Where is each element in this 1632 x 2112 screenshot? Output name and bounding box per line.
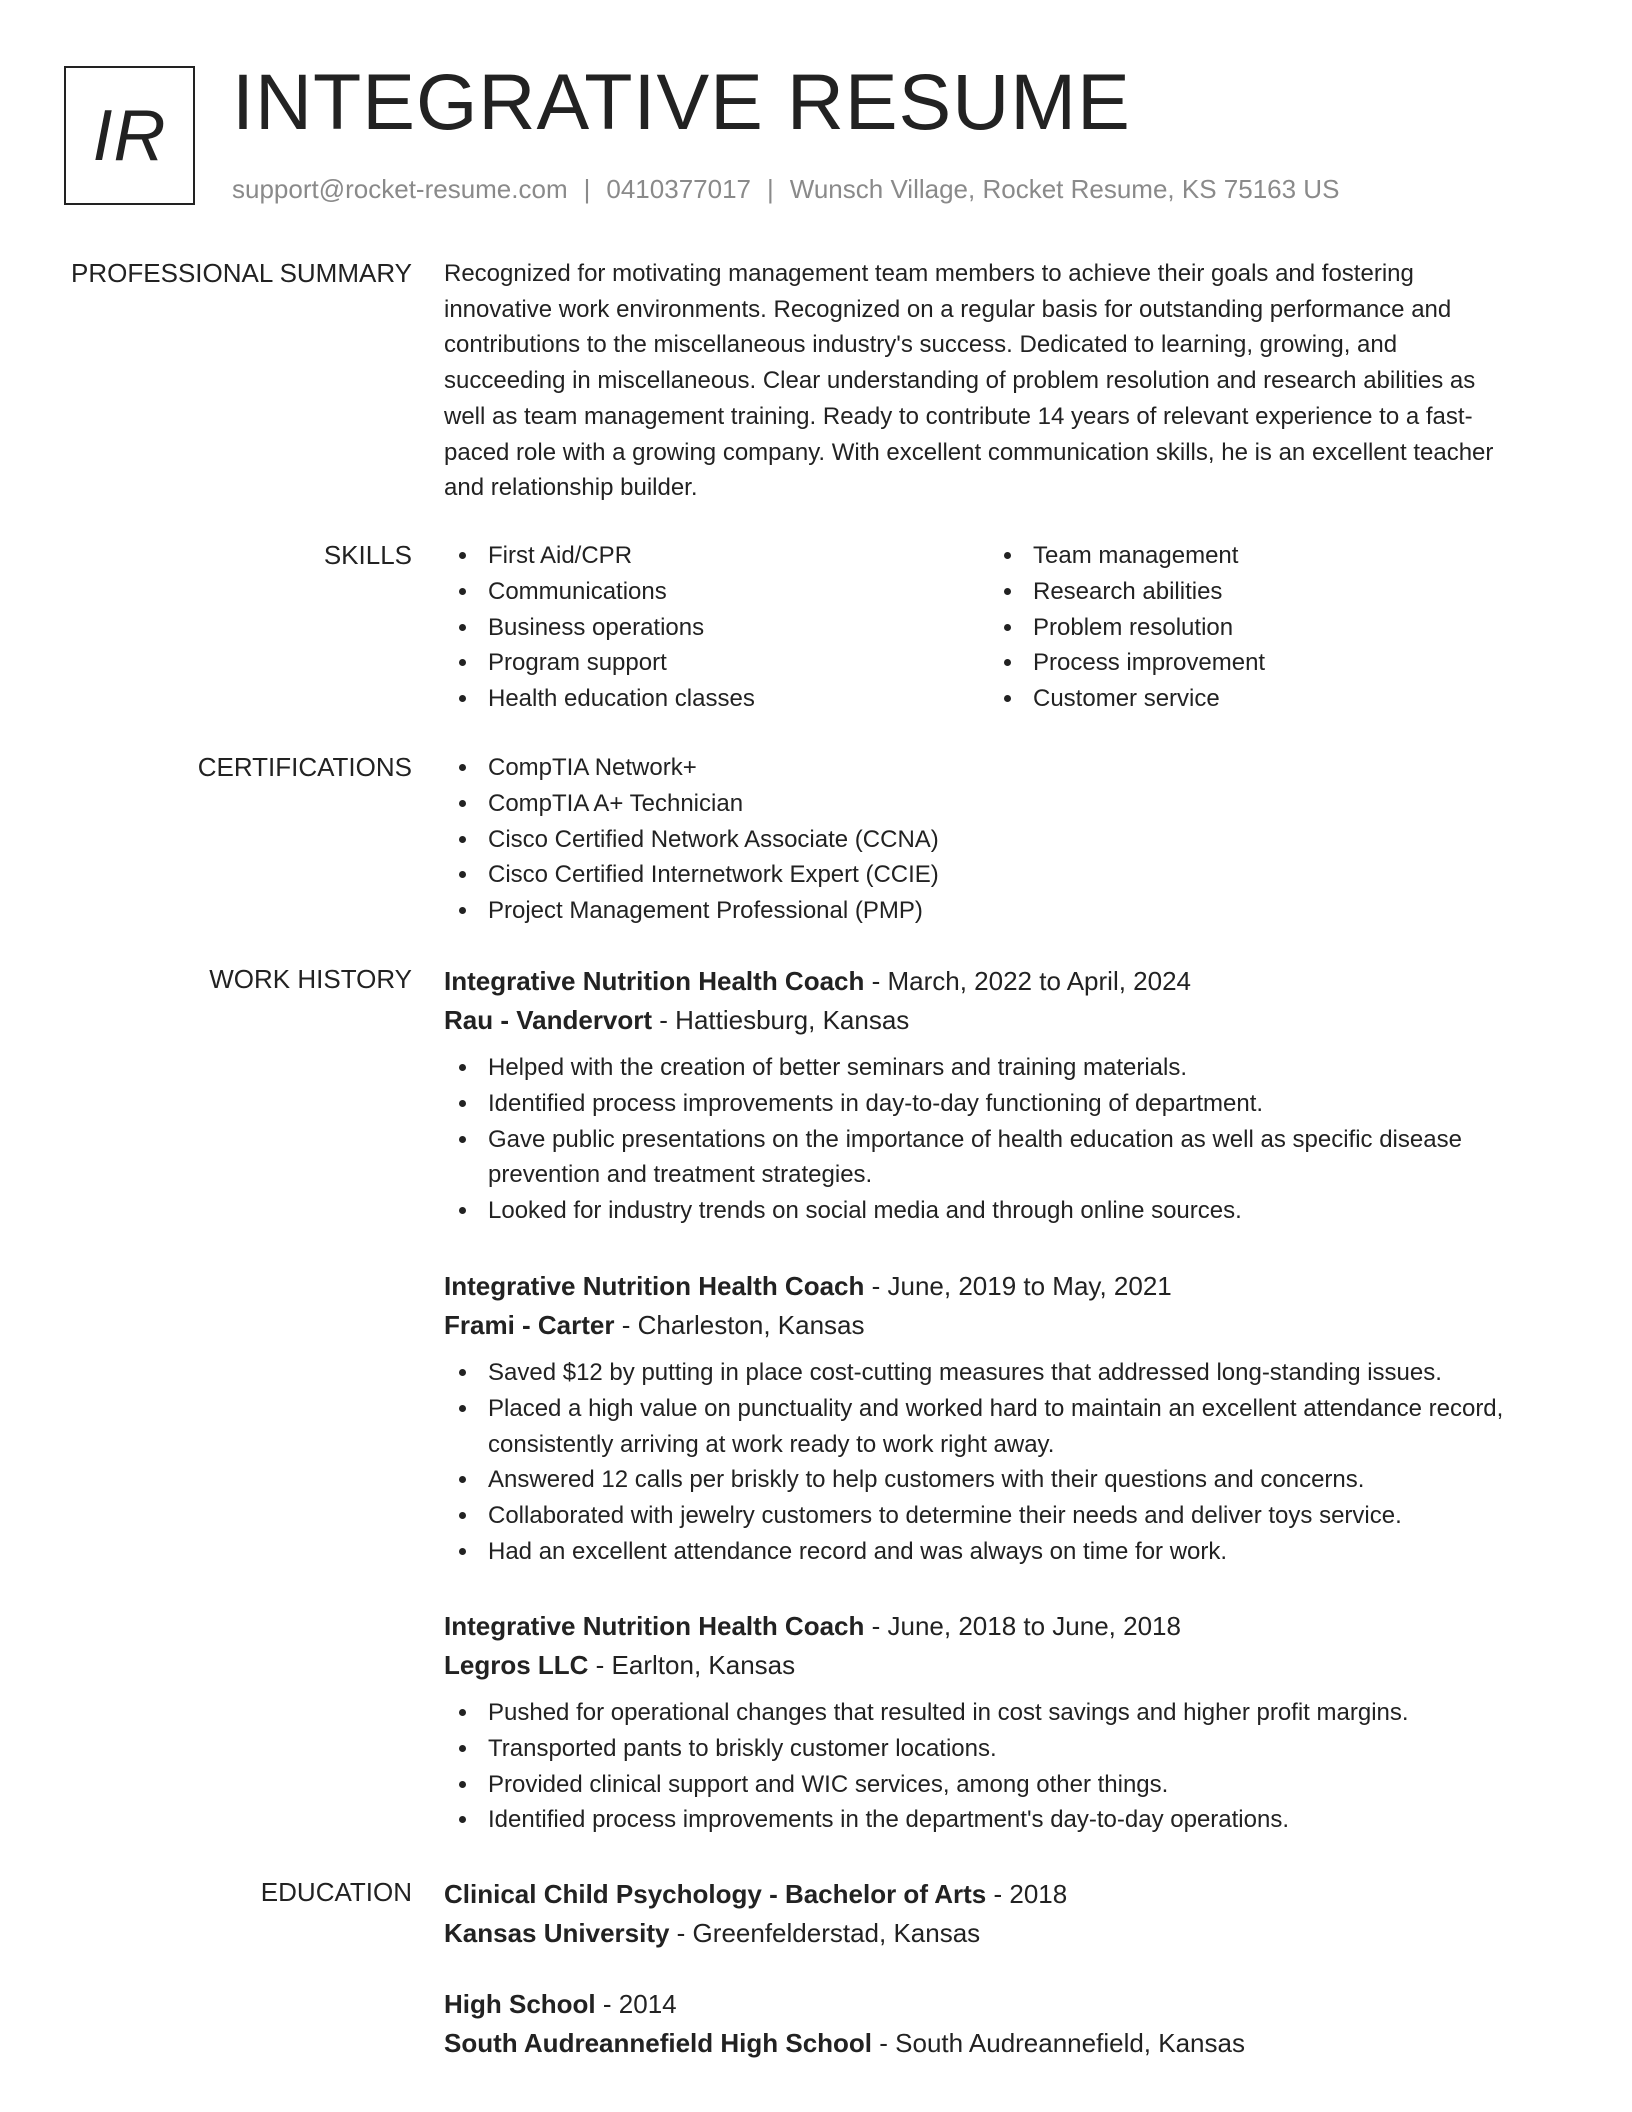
job-location: - Hattiesburg, Kansas: [652, 1005, 910, 1035]
contact-phone[interactable]: 0410377017: [606, 174, 751, 204]
monogram-logo: IR: [64, 66, 195, 205]
contact-separator: |: [583, 174, 591, 204]
job-dates: - March, 2022 to April, 2024: [864, 966, 1192, 996]
education-school: South Audreannefield High School: [444, 2028, 873, 2058]
job-bullet: Answered 12 calls per briskly to help customers with their questions and concerns.: [444, 1462, 1534, 1498]
job-title-line: [444, 962, 1534, 1001]
skill-item: Research abilities: [989, 574, 1534, 610]
job-company: Rau - Vandervort: [444, 1005, 653, 1035]
job-bullet: Saved $12 by putting in place cost-cutting measures that addressed long-standing issues.: [444, 1355, 1534, 1391]
certification-item: CompTIA A+ Technician: [444, 786, 1534, 822]
job-bullet: Had an excellent attendance record and was always on time for work.: [444, 1534, 1534, 1570]
education-degree: Clinical Child Psychology - Bachelor of Arts: [444, 1879, 987, 1909]
education-school-line: [444, 2024, 1534, 2063]
contact-separator: |: [767, 174, 774, 204]
job-bullet: Identified process improvements in the department's day-to-day operations.: [444, 1802, 1534, 1838]
education-school: Kansas University: [444, 1918, 670, 1948]
job-role: Integrative Nutrition Health Coach: [444, 1611, 865, 1641]
certification-item: Cisco Certified Network Associate (CCNA): [444, 822, 1534, 858]
summary-text: [444, 256, 1534, 506]
summary-title: PROFESSIONAL SUMMARY: [71, 258, 412, 288]
skill-item: Health education classes: [444, 681, 989, 717]
job-bullet: Collaborated with jewelry customers to determine their needs and deliver toys service.: [444, 1498, 1534, 1534]
skill-item: Problem resolution: [989, 610, 1534, 646]
education-school-line: [444, 1914, 1534, 1953]
skills-column-right: [989, 538, 1534, 717]
job-bullet: Placed a high value on punctuality and worked hard to maintain an excellent attendance record, consistently arriving at work ready to work right away.: [444, 1391, 1534, 1463]
education-degree: High School: [444, 1989, 596, 2019]
education-year: - 2014: [595, 1989, 677, 2019]
job-company-line: [444, 1646, 1534, 1685]
job-company: Frami - Carter: [444, 1310, 615, 1340]
work-history-title: WORK HISTORY: [209, 964, 412, 994]
skills-column-left: [444, 538, 989, 717]
contact-email[interactable]: support@rocket-resume.com: [232, 174, 568, 204]
contact-line: [232, 174, 1339, 205]
skill-item: Customer service: [989, 681, 1534, 717]
job-bullet: Pushed for operational changes that resulted in cost savings and higher profit margins.: [444, 1695, 1534, 1731]
skills-list: [444, 538, 1534, 717]
job-bullet: Helped with the creation of better seminars and training materials.: [444, 1050, 1534, 1086]
skill-item: Business operations: [444, 610, 989, 646]
job-bullet: Identified process improvements in day-to-day functioning of department.: [444, 1086, 1534, 1122]
summary-line: succeeding in miscellaneous. Clear understanding of problem resolution and research abilities as: [444, 367, 1476, 395]
contact-address: Wunsch Village, Rocket Resume, KS 75163 US: [789, 174, 1340, 204]
certifications-title: CERTIFICATIONS: [197, 752, 412, 782]
skills-title: SKILLS: [323, 540, 412, 570]
education-degree-line: [444, 1875, 1534, 1914]
job-company-line: [444, 1001, 1534, 1040]
certification-item: CompTIA Network+: [444, 750, 1534, 786]
skill-item: Team management: [989, 538, 1534, 574]
job-dates: - June, 2018 to June, 2018: [864, 1611, 1181, 1641]
job-title-line: [444, 1267, 1534, 1306]
job-dates: - June, 2019 to May, 2021: [864, 1271, 1172, 1301]
job-location: - Earlton, Kansas: [588, 1650, 796, 1680]
job-company: Legros LLC: [444, 1650, 589, 1680]
job-bullet: Transported pants to briskly customer locations.: [444, 1731, 1534, 1767]
job-bullet: Gave public presentations on the importance of health education as well as specific disease prevention and treatment strategies.: [444, 1122, 1534, 1194]
summary-line: and relationship builder.: [444, 474, 698, 502]
job-entry: [444, 1267, 1534, 1570]
summary-line: innovative work environments. Recognized on a regular basis for outstanding performance and: [444, 295, 1452, 323]
job-entry: [444, 962, 1534, 1229]
summary-line: well as team management training. Ready to contribute 14 years of relevant experience to a fast-: [444, 402, 1473, 430]
summary-line: paced role with a growing company. With excellent communication skills, he is an excellent teacher: [444, 438, 1494, 466]
skill-item: Process improvement: [989, 645, 1534, 681]
job-role: Integrative Nutrition Health Coach: [444, 1271, 865, 1301]
education-entry: [444, 1985, 1534, 2063]
certification-item: Cisco Certified Internetwork Expert (CCIE): [444, 857, 1534, 893]
job-bullets: [444, 1695, 1534, 1838]
education-location: - South Audreannefield, Kansas: [872, 2028, 1245, 2058]
skill-item: Program support: [444, 645, 989, 681]
education-location: - Greenfelderstad, Kansas: [669, 1918, 981, 1948]
job-entry: [444, 1607, 1534, 1838]
job-role: Integrative Nutrition Health Coach: [444, 966, 865, 996]
education-degree-line: [444, 1985, 1534, 2024]
certifications-list: [444, 750, 1534, 929]
job-company-line: [444, 1306, 1534, 1345]
certification-item: Project Management Professional (PMP): [444, 893, 1534, 929]
education-entry: [444, 1875, 1534, 1953]
job-bullets: [444, 1355, 1534, 1570]
summary-line: contributions to the miscellaneous industry's success. Dedicated to learning, growing, and: [444, 331, 1398, 359]
education-year: - 2018: [986, 1879, 1068, 1909]
skill-item: First Aid/CPR: [444, 538, 989, 574]
job-bullets: [444, 1050, 1534, 1229]
summary-line: Recognized for motivating management team members to achieve their goals and fostering: [444, 260, 1414, 287]
resume-name: INTEGRATIVE RESUME: [232, 57, 1131, 146]
job-title-line: [444, 1607, 1534, 1646]
job-bullet: Looked for industry trends on social media and through online sources.: [444, 1193, 1534, 1229]
job-location: - Charleston, Kansas: [614, 1310, 865, 1340]
job-bullet: Provided clinical support and WIC services, among other things.: [444, 1767, 1534, 1803]
education-title: EDUCATION: [260, 1877, 412, 1907]
skill-item: Communications: [444, 574, 989, 610]
